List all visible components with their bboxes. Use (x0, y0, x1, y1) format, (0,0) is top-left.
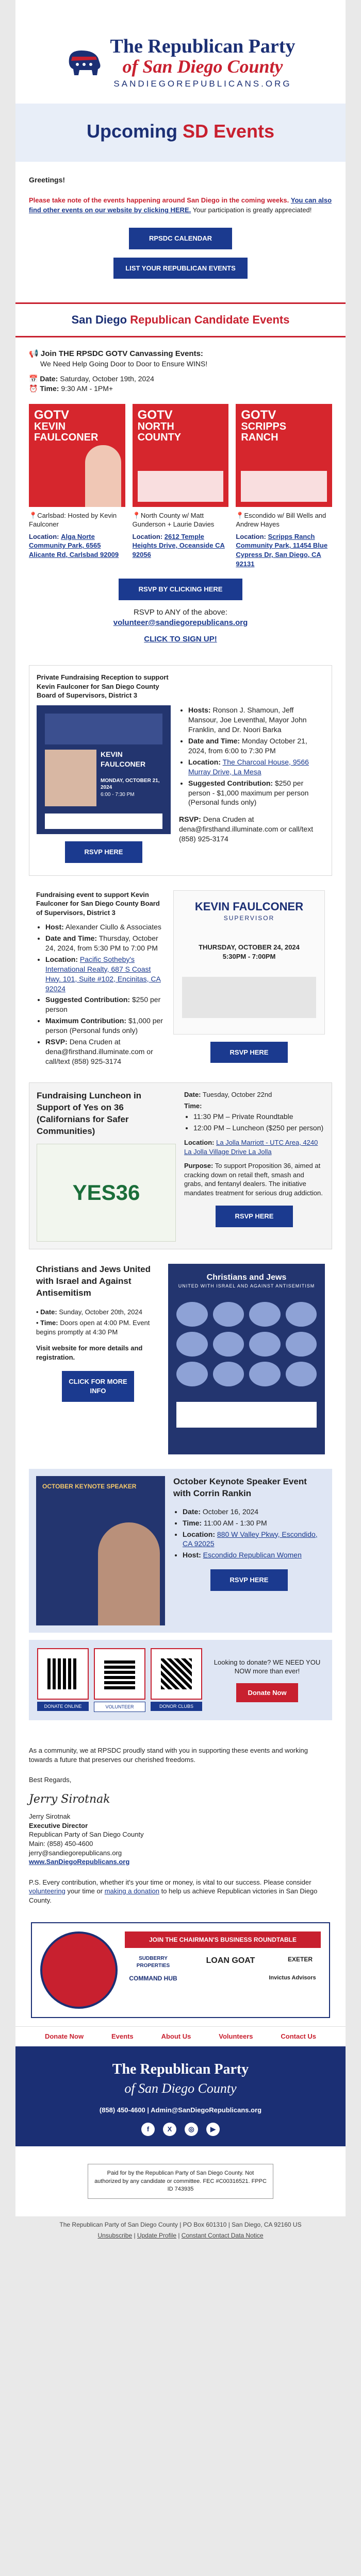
intro-end-text: Your participation is greatly appreciated! (192, 206, 312, 214)
datetime-item (188, 736, 324, 756)
unsubscribe-link[interactable]: Unsubscribe (97, 2231, 133, 2239)
qr-donate[interactable] (37, 1648, 89, 1712)
intro-message (29, 196, 332, 215)
date-item (183, 1507, 325, 1517)
flyer-name: KEVIN FAULCONER (101, 750, 146, 768)
title-part-1: Upcoming (86, 120, 177, 142)
footer-logo-line-2: of San Diego County (124, 2080, 237, 2096)
footer-link-donate[interactable]: Donate Now (44, 2032, 84, 2041)
label: Location: (183, 1530, 215, 1538)
flyer-info-box (138, 471, 224, 502)
keynote-title: October Keynote Speaker Event with Corrin Rankin (173, 1476, 307, 1498)
flyer-name: KEVIN FAULCONER (194, 900, 304, 913)
label: Hosts: (188, 706, 211, 715)
label: Purpose: (184, 1162, 214, 1170)
flyer-banner (45, 714, 162, 744)
christians-info-button[interactable]: CLICK FOR MORE INFO (62, 1371, 134, 1401)
intro-red-text: Please take note of the events happening around San Diego in the coming weeks. (29, 196, 289, 205)
loc-label: Location: (236, 532, 266, 540)
location-row (184, 1138, 324, 1156)
flyer-image[interactable] (133, 404, 229, 507)
footer-link-contact[interactable]: Contact Us (281, 2032, 317, 2041)
max-item (45, 1016, 165, 1036)
flyer-footer (176, 1402, 317, 1428)
flyer-location (236, 532, 332, 568)
closing-section (15, 1737, 346, 1914)
flyer-time: 6:00 - 7:30 PM (101, 791, 135, 798)
sponsor-logos (125, 1955, 321, 1982)
intro-section (15, 162, 346, 294)
gotv-flyer-2 (133, 404, 229, 568)
host-item (183, 1550, 325, 1560)
label: Time: (183, 1518, 202, 1527)
christians-left (36, 1264, 160, 1454)
value: Dena Cruden at dena@firsthand.illuminate.com or call/text (858) 925-3174 (179, 815, 314, 843)
christians-card (29, 1257, 332, 1462)
event2-title: Fundraising event to support Kevin Faulconer for San Diego County Board of Supervisors, District 3 (36, 890, 160, 917)
gotv-flyers (29, 404, 332, 568)
gotv-title (29, 349, 332, 359)
signature-image: Jerry Sirotnak (29, 1792, 110, 1806)
qr-code-icon (151, 1648, 202, 1700)
event2-rsvp-button[interactable]: RSVP HERE (210, 1042, 288, 1063)
faulconer-event2-card (29, 883, 332, 1076)
candidate-events-heading (15, 304, 346, 336)
host-item (45, 922, 165, 932)
website-here-link[interactable]: You can also find other events on our website by clicking HERE. (29, 196, 332, 214)
bottom-links: Unsubscribe | Update Profile | Constant Contact Data Notice (97, 2231, 264, 2239)
location-item (45, 955, 165, 994)
yes36-card (29, 1082, 332, 1249)
sponsor-content (125, 1931, 321, 2009)
logo-website: SANDIEGOREPUBLICANS.ORG (113, 79, 292, 89)
host-text: North County w/ Matt Gunderson + Laurie Davies (132, 511, 215, 529)
contribution-item (188, 778, 324, 808)
value: October 16, 2024 (202, 1507, 259, 1516)
time-item (183, 1518, 325, 1528)
loc-label: Location: (29, 532, 59, 540)
rsvp-email-row (29, 618, 332, 628)
greeting: Greetings! (29, 175, 65, 184)
gotv-rsvp-button[interactable]: RSVP BY CLICKING HERE (119, 579, 242, 600)
label: Time: (40, 1319, 58, 1327)
candidate-photo (45, 750, 96, 806)
flyer-name: NORTH COUNTY (137, 420, 182, 443)
time-value: 9:30 AM - 1PM+ (61, 384, 113, 393)
value: $250 per person - $1,000 maximum per person (Personal funds only) (188, 778, 309, 807)
youtube-icon[interactable]: ▶ (206, 2123, 220, 2136)
qr-label: DONATE ONLINE (37, 1702, 89, 1711)
label: Time: (184, 1101, 202, 1110)
qr-donor-clubs[interactable] (151, 1648, 202, 1712)
email-body (15, 0, 346, 2216)
header (15, 0, 346, 104)
time-row (184, 1101, 324, 1111)
label: Location: (45, 955, 78, 963)
page-title (15, 119, 346, 144)
value: Dena Cruden at dena@firsthand.illuminate.com or call/text (858) 925-3174 (45, 1038, 153, 1065)
reception-rsvp (179, 815, 324, 844)
host-link[interactable]: Escondido Republican Women (203, 1551, 302, 1560)
value: Thursday, October 24, 2024, from 5:30 PM to 7:00 PM (45, 934, 158, 952)
label: Date: (40, 1308, 57, 1316)
gotv-time (29, 384, 332, 394)
value: Monday October 21, 2024, from 6:00 to 7:30 PM (188, 737, 307, 755)
time-row: • Time: Doors open at 4:00 PM. Event begins promptly at 4:30 PM (36, 1319, 150, 1336)
location-link[interactable]: Pacific Sotheby's International Realty, 687 S Coast Hwy. 101, Suite #102, Encinitas, CA 92024 (45, 955, 161, 993)
sponsor-logo: COMMAND HUB (129, 1975, 177, 1982)
label: Date and Time: (188, 737, 240, 745)
flyer-sub: SUPERVISOR (223, 914, 275, 922)
value: 11:00 AM - 1:30 PM (203, 1518, 267, 1527)
gotv-flyer-1 (29, 404, 125, 568)
qr-volunteer[interactable] (94, 1648, 145, 1712)
candidate-photo (85, 445, 121, 507)
rsvp-item (45, 1037, 165, 1066)
flyer-host (133, 511, 229, 529)
value: $250 per person (45, 995, 161, 1014)
sponsor-logo: LOAN GOAT (206, 1956, 255, 1965)
ps-part: to help us achieve Republican victories in San Diego County. (29, 1887, 318, 1904)
flyer-location (29, 532, 125, 560)
location-item (188, 757, 324, 777)
contribution-item (45, 995, 165, 1014)
footer-link-events[interactable]: Events (111, 2032, 134, 2041)
label: RSVP: (179, 815, 201, 824)
sponsor-banner-text: JOIN THE CHAIRMAN'S BUSINESS ROUNDTABLE (125, 1931, 321, 1948)
label: Suggested Contribution: (45, 995, 130, 1004)
donate-cta (210, 1658, 324, 1703)
flyer-footer (45, 814, 162, 829)
calendar-icon: 📅 (29, 375, 38, 383)
sponsor-logo: SUDBERRY PROPERTIES (136, 1956, 170, 1969)
flyer-details-block (182, 977, 316, 1018)
closing-text: As a community, we at RPSDC proudly stand with you in supporting these events and working towards a future that preserves our cherished freedoms. (29, 1747, 308, 1764)
event2-flyer[interactable] (173, 890, 325, 1035)
elephant-icon (66, 47, 103, 78)
purpose-row (184, 1161, 324, 1197)
time-list (184, 1112, 324, 1133)
time-item: • 11:30 PM – Private Roundtable (193, 1112, 324, 1122)
heading-part-1: San Diego (71, 313, 127, 327)
heading-part-2: Republican Candidate Events (130, 313, 290, 327)
sponsor-logo: Invictus Advisors (269, 1975, 316, 1981)
logo-line-2: of San Diego County (122, 56, 283, 77)
value: To support Proposition 36, aimed at cracking down on retail theft, smash and grabs, and fentanyl dealers. The initiative mandates treatment for serious drug addiction. (184, 1162, 323, 1197)
label: Suggested Contribution: (188, 778, 273, 787)
yes36-title: Fundraising Luncheon in Support of Yes on 36 (Californians for Safer Communities) (37, 1091, 142, 1136)
keynote-flyer[interactable] (36, 1476, 165, 1625)
value: $1,000 per person (Personal funds only) (45, 1016, 163, 1035)
paid-section (15, 2146, 346, 2216)
pin-icon: 📍 (29, 511, 38, 519)
location-item (183, 1530, 325, 1549)
location-link[interactable]: The Charcoal House, 9566 Murray Drive, La Mesa (188, 757, 309, 776)
speaker-photo (98, 1522, 160, 1625)
website-link[interactable]: www.SanDiegoRepublicans.org (29, 1858, 130, 1866)
party-logo[interactable] (26, 36, 335, 90)
yes36-flyer[interactable] (37, 1144, 176, 1242)
data-notice-link[interactable]: Constant Contact Data Notice (181, 2231, 264, 2239)
mailing-address: The Republican Party of San Diego County | PO Box 601310 | San Diego, CA 92160 US (59, 2221, 302, 2229)
event2-left (36, 890, 165, 1069)
megaphone-icon: 📢 (29, 349, 39, 358)
loc-label: Location: (132, 532, 163, 540)
host-text: Carlsbad: Hosted by Kevin Faulconer (29, 511, 117, 529)
reception-flyer[interactable] (37, 705, 171, 834)
sponsor-logo: EXETER (287, 1956, 313, 1963)
gotv-subtitle: We Need Help Going Door to Door to Ensure WINS! (40, 360, 208, 368)
flyer-title: Christians and Jews (206, 1273, 287, 1282)
datetime-item (45, 934, 165, 953)
footer-link-volunteers[interactable]: Volunteers (219, 2032, 253, 2041)
donate-ask: Looking to donate? WE NEED YOU NOW more than ever! (214, 1658, 321, 1675)
gotv-section (15, 337, 346, 654)
yes36-details (184, 1090, 324, 1242)
instagram-icon[interactable]: ◎ (185, 2123, 198, 2136)
date-label: Date: (40, 375, 58, 383)
label: Date: (184, 1091, 201, 1099)
value: Ronson J. Shamoun, Jeff Mansour, Joe Leventhal, Mayor John Franklin, and Dr. Noori Barka (188, 706, 307, 734)
flyer-image[interactable] (236, 404, 332, 507)
reception-left (37, 673, 171, 868)
host-text: Escondido w/ Bill Wells and Andrew Hayes (236, 511, 326, 529)
qr-code-icon (94, 1648, 145, 1700)
signer-role: Executive Director (29, 1821, 88, 1829)
signer-name: Jerry Sirotnak (29, 1812, 71, 1821)
clock-icon: ⏰ (29, 384, 38, 393)
value: Alexander Ciullo & Associates (65, 923, 161, 931)
update-profile-link[interactable]: Update Profile (137, 2231, 176, 2239)
christians-flyer[interactable] (168, 1264, 325, 1454)
location-link[interactable]: Alga Norte Community Park, 6565 Alicante Rd, Carlsbad 92009 (29, 532, 119, 558)
donate-card (29, 1640, 332, 1720)
yes36-left (37, 1090, 176, 1242)
keynote-card (29, 1469, 332, 1633)
rpsdc-calendar-button[interactable]: RPSDC CALENDAR (129, 228, 232, 249)
time-label: Time: (40, 384, 59, 393)
location-link[interactable]: 2612 Temple Heights Drive, Oceanside CA 92056 (132, 532, 225, 558)
x-icon[interactable]: X (163, 2123, 176, 2136)
label: Location: (184, 1139, 215, 1146)
flyer-date: MONDAY, OCTOBER 21, 2024 (101, 777, 160, 791)
label: Host: (45, 923, 64, 931)
sponsors-banner[interactable] (31, 1922, 330, 2018)
flyer-date: THURSDAY, OCTOBER 24, 2024 (199, 943, 300, 952)
signer-org: Republican Party of San Diego County (29, 1831, 144, 1839)
flyer-name: KEVIN FAULCONER (34, 420, 99, 443)
reception-rsvp-button[interactable]: RSVP HERE (65, 841, 142, 863)
flyer-host (29, 511, 125, 529)
ps-part: your time or (67, 1887, 103, 1895)
volunteering-link[interactable]: volunteering (29, 1887, 65, 1895)
roundtable-seal-icon (40, 1931, 118, 2009)
volunteer-email-link[interactable]: volunteer@sandiegorepublicans.org (113, 618, 248, 627)
qr-label: VOLUNTEER (94, 1702, 145, 1712)
rsvp-any-text: RSVP to ANY of the above: (133, 607, 228, 617)
flyer-info-box (241, 471, 327, 502)
value: Sunday, October 20th, 2024 (59, 1308, 142, 1316)
ps-part: P.S. Every contribution, whether it's your time or money, is vital to our success. Please consider (29, 1878, 311, 1886)
donation-link[interactable]: making a donation (104, 1887, 159, 1895)
date-row: • Date: Sunday, October 20th, 2024 (36, 1308, 142, 1316)
flyer-location (133, 532, 229, 560)
label: Host: (183, 1551, 201, 1560)
reception-title: Private Fundraising Reception to support Kevin Faulconer for San Diego County Board of Supervisors, District 3 (37, 673, 169, 700)
qr-label: DONOR CLUBS (151, 1702, 202, 1711)
flyer-text: YES36 (72, 1180, 140, 1205)
flyer-image[interactable] (29, 404, 125, 507)
flyer-head: GOTV (34, 408, 70, 422)
date-row (184, 1090, 324, 1099)
visit-text: Visit website for more details and registration. (36, 1344, 143, 1361)
sign-up-link[interactable]: CLICK TO SIGN UP! (144, 635, 217, 644)
social-icons (15, 2123, 346, 2136)
page-title-bar (15, 104, 346, 162)
gotv-title-text: Join THE RPSDC GOTV Canvassing Events: (40, 349, 203, 358)
flyer-head: GOTV (241, 408, 276, 422)
title-part-2: SD Events (182, 120, 275, 142)
list-events-button[interactable]: LIST YOUR REPUBLICAN EVENTS (113, 258, 248, 279)
label: RSVP: (45, 1038, 68, 1046)
christians-title: Christians and Jews United with Israel and Against Antisemitism (36, 1264, 151, 1298)
location-link[interactable]: La Jolla Marriott - UTC Area, 4240 La Jolla Village Drive La Jolla (184, 1139, 318, 1156)
reception-details (179, 673, 324, 868)
yes36-rsvp-button[interactable]: RSVP HERE (216, 1206, 293, 1227)
label: Date: (183, 1507, 201, 1516)
regards: Best Regards, (29, 1776, 72, 1784)
footer-logo-line-1: The Republican Party (112, 2061, 249, 2077)
flyer-sub: UNITED WITH ISRAEL AND AGAINST ANTISEMITISM (178, 1283, 315, 1289)
gotv-date (29, 374, 332, 384)
facebook-icon[interactable]: f (141, 2123, 155, 2136)
location-link[interactable]: Scripps Ranch Community Park, 11454 Blue Cypress Dr, San Diego, CA 92131 (236, 532, 328, 568)
gotv-flyer-3 (236, 404, 332, 568)
hosts-item (188, 705, 324, 735)
signer-email: jerry@sandiegorepublicans.org (29, 1849, 122, 1857)
value: Tuesday, October 22nd (202, 1091, 272, 1099)
flyer-head: GOTV (137, 408, 173, 422)
flyer-host (236, 511, 332, 529)
keynote-rsvp-button[interactable]: RSVP HERE (210, 1569, 288, 1591)
pin-icon: 📍 (132, 511, 141, 519)
label: Date and Time: (45, 934, 97, 943)
ps-text (29, 1878, 332, 1905)
footer-link-about[interactable]: About Us (161, 2032, 191, 2041)
faulconer-reception-section (15, 654, 346, 1737)
time-item: • 12:00 PM – Luncheon ($250 per person) (193, 1123, 324, 1133)
signer-phone: Main: (858) 450-4600 (29, 1839, 93, 1848)
location-link[interactable]: 880 W Valley Pkwy, Escondido, CA 92025 (183, 1530, 318, 1548)
footer-blue (15, 2046, 346, 2146)
label: Maximum Contribution: (45, 1016, 127, 1025)
footer-contact: (858) 450-4600 | Admin@SanDiegoRepublicans.org (99, 2106, 262, 2114)
label: Location: (188, 757, 221, 766)
signup-row (29, 634, 332, 645)
pin-icon: 📍 (236, 511, 244, 519)
keynote-details (173, 1476, 325, 1625)
donate-now-button[interactable]: Donate Now (236, 1683, 298, 1703)
value: Doors open at 4:00 PM. Event begins promptly at 4:30 PM (36, 1319, 150, 1336)
qr-code-icon (37, 1648, 89, 1700)
date-value: Saturday, October 19th, 2024 (60, 375, 154, 383)
paid-for-disclaimer: Paid for by the Republican Party of San Diego County. Not authorized by any candidate or committee. FEC #C00316521. FPPC ID 743935 (88, 2164, 273, 2199)
footer-nav (15, 2026, 346, 2046)
faulconer-reception-card (29, 665, 332, 875)
qr-codes (37, 1648, 202, 1712)
flyer-label: OCTOBER KEYNOTE SPEAKER (42, 1482, 137, 1490)
logo-line-1: The Republican Party (110, 36, 296, 57)
event2-right (173, 890, 325, 1069)
flyer-time: 5:30PM - 7:00PM (222, 953, 276, 960)
flyer-name: SCRIPPS RANCH (241, 420, 287, 443)
